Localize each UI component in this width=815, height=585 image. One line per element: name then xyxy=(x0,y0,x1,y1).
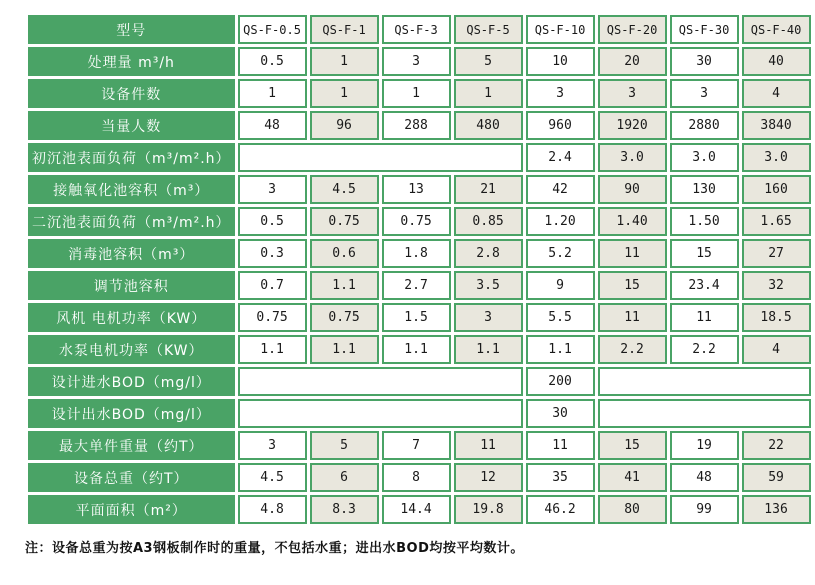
row-label: 最大单件重量（约T） xyxy=(28,431,235,460)
table-row xyxy=(28,79,811,108)
cell: 48 xyxy=(238,111,307,140)
cell: 3 xyxy=(238,175,307,204)
row-label: 设备总重（约T） xyxy=(28,463,235,492)
cell: 2.8 xyxy=(454,239,523,268)
cell: 21 xyxy=(454,175,523,204)
cell: 960 xyxy=(526,111,595,140)
cell: 11 xyxy=(598,239,667,268)
cell: 1.40 xyxy=(598,207,667,236)
cell: 1.1 xyxy=(310,271,379,300)
cell: 30 xyxy=(670,47,739,76)
cell: 15 xyxy=(670,239,739,268)
empty-cell xyxy=(238,143,523,172)
cell: 11 xyxy=(598,303,667,332)
model-header: QS-F-10 xyxy=(526,15,595,44)
table-row xyxy=(28,495,811,524)
model-header: QS-F-1 xyxy=(310,15,379,44)
table-row xyxy=(28,111,811,140)
cell: 59 xyxy=(742,463,811,492)
cell: 2.4 xyxy=(526,143,595,172)
table-row xyxy=(28,367,811,396)
cell: 0.5 xyxy=(238,47,307,76)
cell: 1.1 xyxy=(238,335,307,364)
table-row xyxy=(28,175,811,204)
footnote: 注：设备总重为按A3钢板制作时的重量，不包括水重；进出水BOD均按平均数计。 xyxy=(25,541,524,556)
cell: 4 xyxy=(742,79,811,108)
cell: 6 xyxy=(310,463,379,492)
cell: 19.8 xyxy=(454,495,523,524)
cell: 42 xyxy=(526,175,595,204)
cell: 11 xyxy=(670,303,739,332)
cell: 3.5 xyxy=(454,271,523,300)
cell: 4.5 xyxy=(238,463,307,492)
cell: 1 xyxy=(310,79,379,108)
cell: 1 xyxy=(238,79,307,108)
cell: 1.65 xyxy=(742,207,811,236)
row-label: 当量人数 xyxy=(28,111,235,140)
cell: 0.75 xyxy=(382,207,451,236)
cell: 5.2 xyxy=(526,239,595,268)
cell: 1.5 xyxy=(382,303,451,332)
cell: 80 xyxy=(598,495,667,524)
cell: 0.5 xyxy=(238,207,307,236)
cell: 22 xyxy=(742,431,811,460)
cell: 8.3 xyxy=(310,495,379,524)
cell: 0.75 xyxy=(238,303,307,332)
cell: 20 xyxy=(598,47,667,76)
cell: 2.7 xyxy=(382,271,451,300)
cell: 288 xyxy=(382,111,451,140)
cell: 3 xyxy=(454,303,523,332)
cell: 8 xyxy=(382,463,451,492)
cell: 1.8 xyxy=(382,239,451,268)
row-label: 设计出水BOD（mg/l） xyxy=(28,399,235,428)
row-label: 消毒池容积（m³） xyxy=(28,239,235,268)
cell: 3 xyxy=(382,47,451,76)
empty-cell xyxy=(238,399,523,428)
row-label: 接触氧化池容积（m³） xyxy=(28,175,235,204)
cell: 99 xyxy=(670,495,739,524)
empty-cell xyxy=(598,367,811,396)
model-header: QS-F-40 xyxy=(742,15,811,44)
cell: 9 xyxy=(526,271,595,300)
cell: 23.4 xyxy=(670,271,739,300)
table-row xyxy=(28,239,811,268)
cell: 136 xyxy=(742,495,811,524)
cell: 4.8 xyxy=(238,495,307,524)
cell: 2.2 xyxy=(670,335,739,364)
cell: 15 xyxy=(598,271,667,300)
row-label: 处理量 m³/h xyxy=(28,47,235,76)
table-row xyxy=(28,335,811,364)
cell: 14.4 xyxy=(382,495,451,524)
cell: 11 xyxy=(454,431,523,460)
table-row xyxy=(28,463,811,492)
cell: 18.5 xyxy=(742,303,811,332)
cell: 0.6 xyxy=(310,239,379,268)
cell: 3 xyxy=(598,79,667,108)
table-row xyxy=(28,47,811,76)
row-label: 调节池容积 xyxy=(28,271,235,300)
cell: 3.0 xyxy=(670,143,739,172)
cell: 0.3 xyxy=(238,239,307,268)
cell: 2.2 xyxy=(598,335,667,364)
row-label: 设计进水BOD（mg/l） xyxy=(28,367,235,396)
cell: 7 xyxy=(382,431,451,460)
cell: 3 xyxy=(238,431,307,460)
cell: 32 xyxy=(742,271,811,300)
cell: 10 xyxy=(526,47,595,76)
cell: 3840 xyxy=(742,111,811,140)
model-header: QS-F-30 xyxy=(670,15,739,44)
cell: 130 xyxy=(670,175,739,204)
row-label: 水泵电机功率（KW） xyxy=(28,335,235,364)
cell: 27 xyxy=(742,239,811,268)
cell: 1 xyxy=(454,79,523,108)
cell: 1920 xyxy=(598,111,667,140)
cell: 3 xyxy=(670,79,739,108)
cell: 15 xyxy=(598,431,667,460)
cell: 11 xyxy=(526,431,595,460)
cell: 3 xyxy=(526,79,595,108)
row-label: 初沉池表面负荷（m³/m².h） xyxy=(28,143,235,172)
cell: 1.1 xyxy=(454,335,523,364)
cell: 0.7 xyxy=(238,271,307,300)
table-row xyxy=(28,143,811,172)
cell: 3.0 xyxy=(742,143,811,172)
cell: 4 xyxy=(742,335,811,364)
cell: 5 xyxy=(310,431,379,460)
table-header-row xyxy=(28,15,811,44)
cell: 96 xyxy=(310,111,379,140)
empty-cell xyxy=(238,367,523,396)
cell: 13 xyxy=(382,175,451,204)
cell: 1.50 xyxy=(670,207,739,236)
cell: 12 xyxy=(454,463,523,492)
model-header: QS-F-20 xyxy=(598,15,667,44)
table-row xyxy=(28,399,811,428)
cell: 160 xyxy=(742,175,811,204)
empty-cell xyxy=(598,399,811,428)
cell: 1 xyxy=(382,79,451,108)
row-label: 风机 电机功率（KW） xyxy=(28,303,235,332)
row-label: 型号 xyxy=(28,15,235,44)
model-header: QS-F-5 xyxy=(454,15,523,44)
model-header: QS-F-3 xyxy=(382,15,451,44)
cell: 0.75 xyxy=(310,207,379,236)
spec-table xyxy=(25,12,814,527)
cell: 3.0 xyxy=(598,143,667,172)
table-row xyxy=(28,207,811,236)
cell: 1 xyxy=(310,47,379,76)
cell: 1.1 xyxy=(382,335,451,364)
cell: 46.2 xyxy=(526,495,595,524)
cell: 40 xyxy=(742,47,811,76)
cell: 4.5 xyxy=(310,175,379,204)
cell: 200 xyxy=(526,367,595,396)
cell: 0.75 xyxy=(310,303,379,332)
row-label: 设备件数 xyxy=(28,79,235,108)
cell: 19 xyxy=(670,431,739,460)
cell: 41 xyxy=(598,463,667,492)
cell: 35 xyxy=(526,463,595,492)
cell: 5 xyxy=(454,47,523,76)
model-header: QS-F-0.5 xyxy=(238,15,307,44)
cell: 1.1 xyxy=(310,335,379,364)
cell: 2880 xyxy=(670,111,739,140)
row-label: 二沉池表面负荷（m³/m².h） xyxy=(28,207,235,236)
cell: 1.1 xyxy=(526,335,595,364)
cell: 1.20 xyxy=(526,207,595,236)
cell: 0.85 xyxy=(454,207,523,236)
cell: 48 xyxy=(670,463,739,492)
cell: 5.5 xyxy=(526,303,595,332)
table-row xyxy=(28,303,811,332)
table-row xyxy=(28,431,811,460)
cell: 30 xyxy=(526,399,595,428)
cell: 90 xyxy=(598,175,667,204)
row-label: 平面面积（m²） xyxy=(28,495,235,524)
table-row xyxy=(28,271,811,300)
cell: 480 xyxy=(454,111,523,140)
